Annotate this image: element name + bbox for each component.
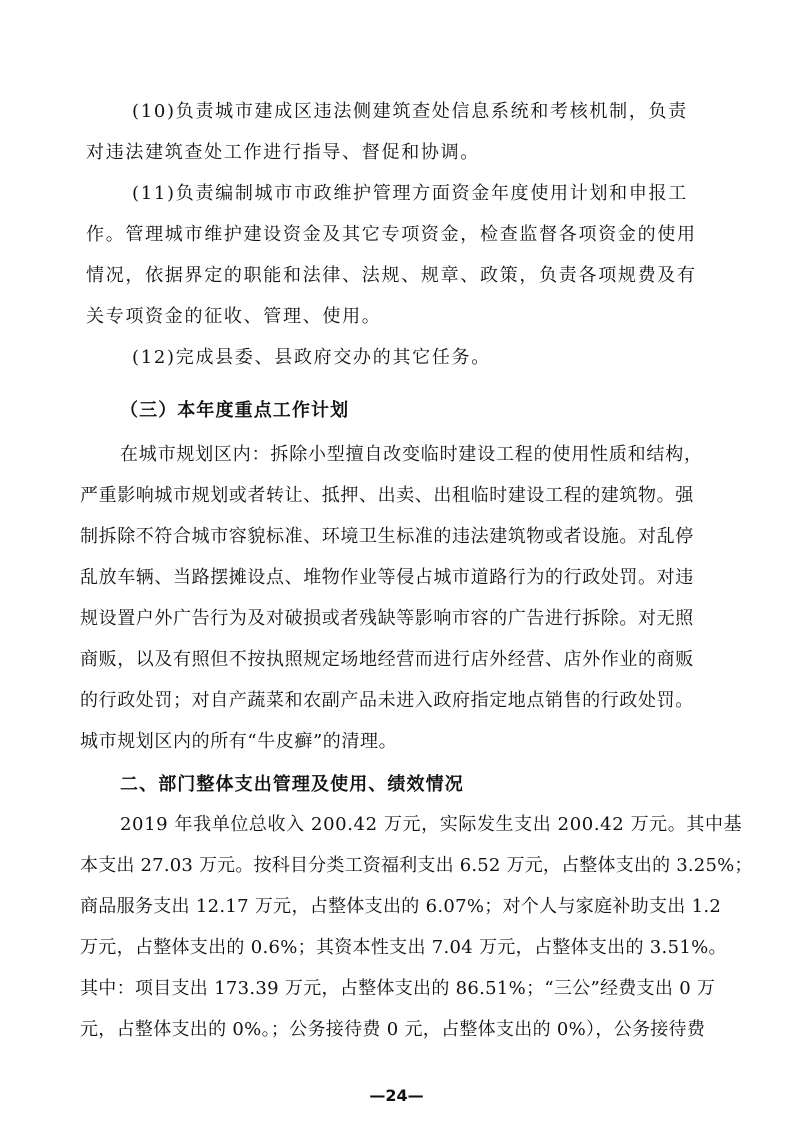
work-plan-line-8: 城市规划区内的所有“牛皮癣”的清理。 [80, 731, 398, 752]
paragraph-10-line-1: (10)负责城市建成区违法侧建筑查处信息系统和考核机制，负责 [132, 101, 688, 122]
expenditure-line-1: 2019 年我单位总收入 200.42 万元，实际发生支出 200.42 万元。其中基 [120, 814, 743, 835]
page-number: —24— [369, 1086, 424, 1105]
work-plan-line-1: 在城市规划区内：拆除小型擅自改变临时建设工程的使用性质和结构， [120, 444, 703, 465]
work-plan-line-4: 乱放车辆、当路摆摊设点、堆物作业等侵占城市道路行为的行政处罚。对违 [80, 567, 694, 588]
expenditure-line-4: 万元，占整体支出的 0.6%；其资本性支出 7.04 万元，占整体支出的 3.51%。 [80, 937, 727, 958]
work-plan-line-2: 严重影响城市规划或者转让、抵押、出卖、出租临时建设工程的建筑物。强 [80, 485, 694, 506]
paragraph-11-line-3: 情况，依据界定的职能和法律、法规、规章、政策，负责各项规费及有 [86, 265, 697, 286]
work-plan-line-7: 的行政处罚；对自产蔬菜和农副产品未进入政府指定地点销售的行政处罚。 [80, 690, 694, 711]
expenditure-line-2: 本支出 27.03 万元。按科目分类工资福利支出 6.52 万元，占整体支出的 3.25%； [80, 855, 753, 876]
section-heading-expenditure: 二、部门整体支出管理及使用、绩效情况 [120, 774, 464, 795]
paragraph-11-line-4: 关专项资金的征收、管理、使用。 [86, 306, 382, 327]
paragraph-11-line-2: 作。管理城市维护建设资金及其它专项资金，检查监督各项资金的使用 [86, 224, 697, 245]
expenditure-line-6: 元，占整体支出的 0%。；公务接待费 0 元，占整体支出的 0%），公务接待费 [80, 1019, 706, 1040]
expenditure-line-3: 商品服务支出 12.17 万元，占整体支出的 6.07%；对个人与家庭补助支出 1.2 [80, 896, 722, 917]
paragraph-10-line-2: 对违法建筑查处工作进行指导、督促和协调。 [86, 142, 480, 163]
work-plan-line-3: 制拆除不符合城市容貌标准、环境卫生标准的违法建筑物或者设施。对乱停 [80, 526, 694, 547]
section-heading-work-plan: （三）本年度重点工作计划 [120, 400, 350, 421]
paragraph-12: (12)完成县委、县政府交办的其它任务。 [132, 347, 491, 368]
work-plan-line-5: 规设置户外广告行为及对破损或者残缺等影响市容的广告进行拆除。对无照 [80, 608, 694, 629]
expenditure-line-5: 其中：项目支出 173.39 万元，占整体支出的 86.51%；“三公”经费支出 0 万 [80, 978, 716, 999]
work-plan-line-6: 商贩，以及有照但不按执照规定场地经营而进行店外经营、店外作业的商贩 [80, 649, 694, 670]
paragraph-11-line-1: (11)负责编制城市市政维护管理方面资金年度使用计划和申报工 [132, 183, 688, 204]
